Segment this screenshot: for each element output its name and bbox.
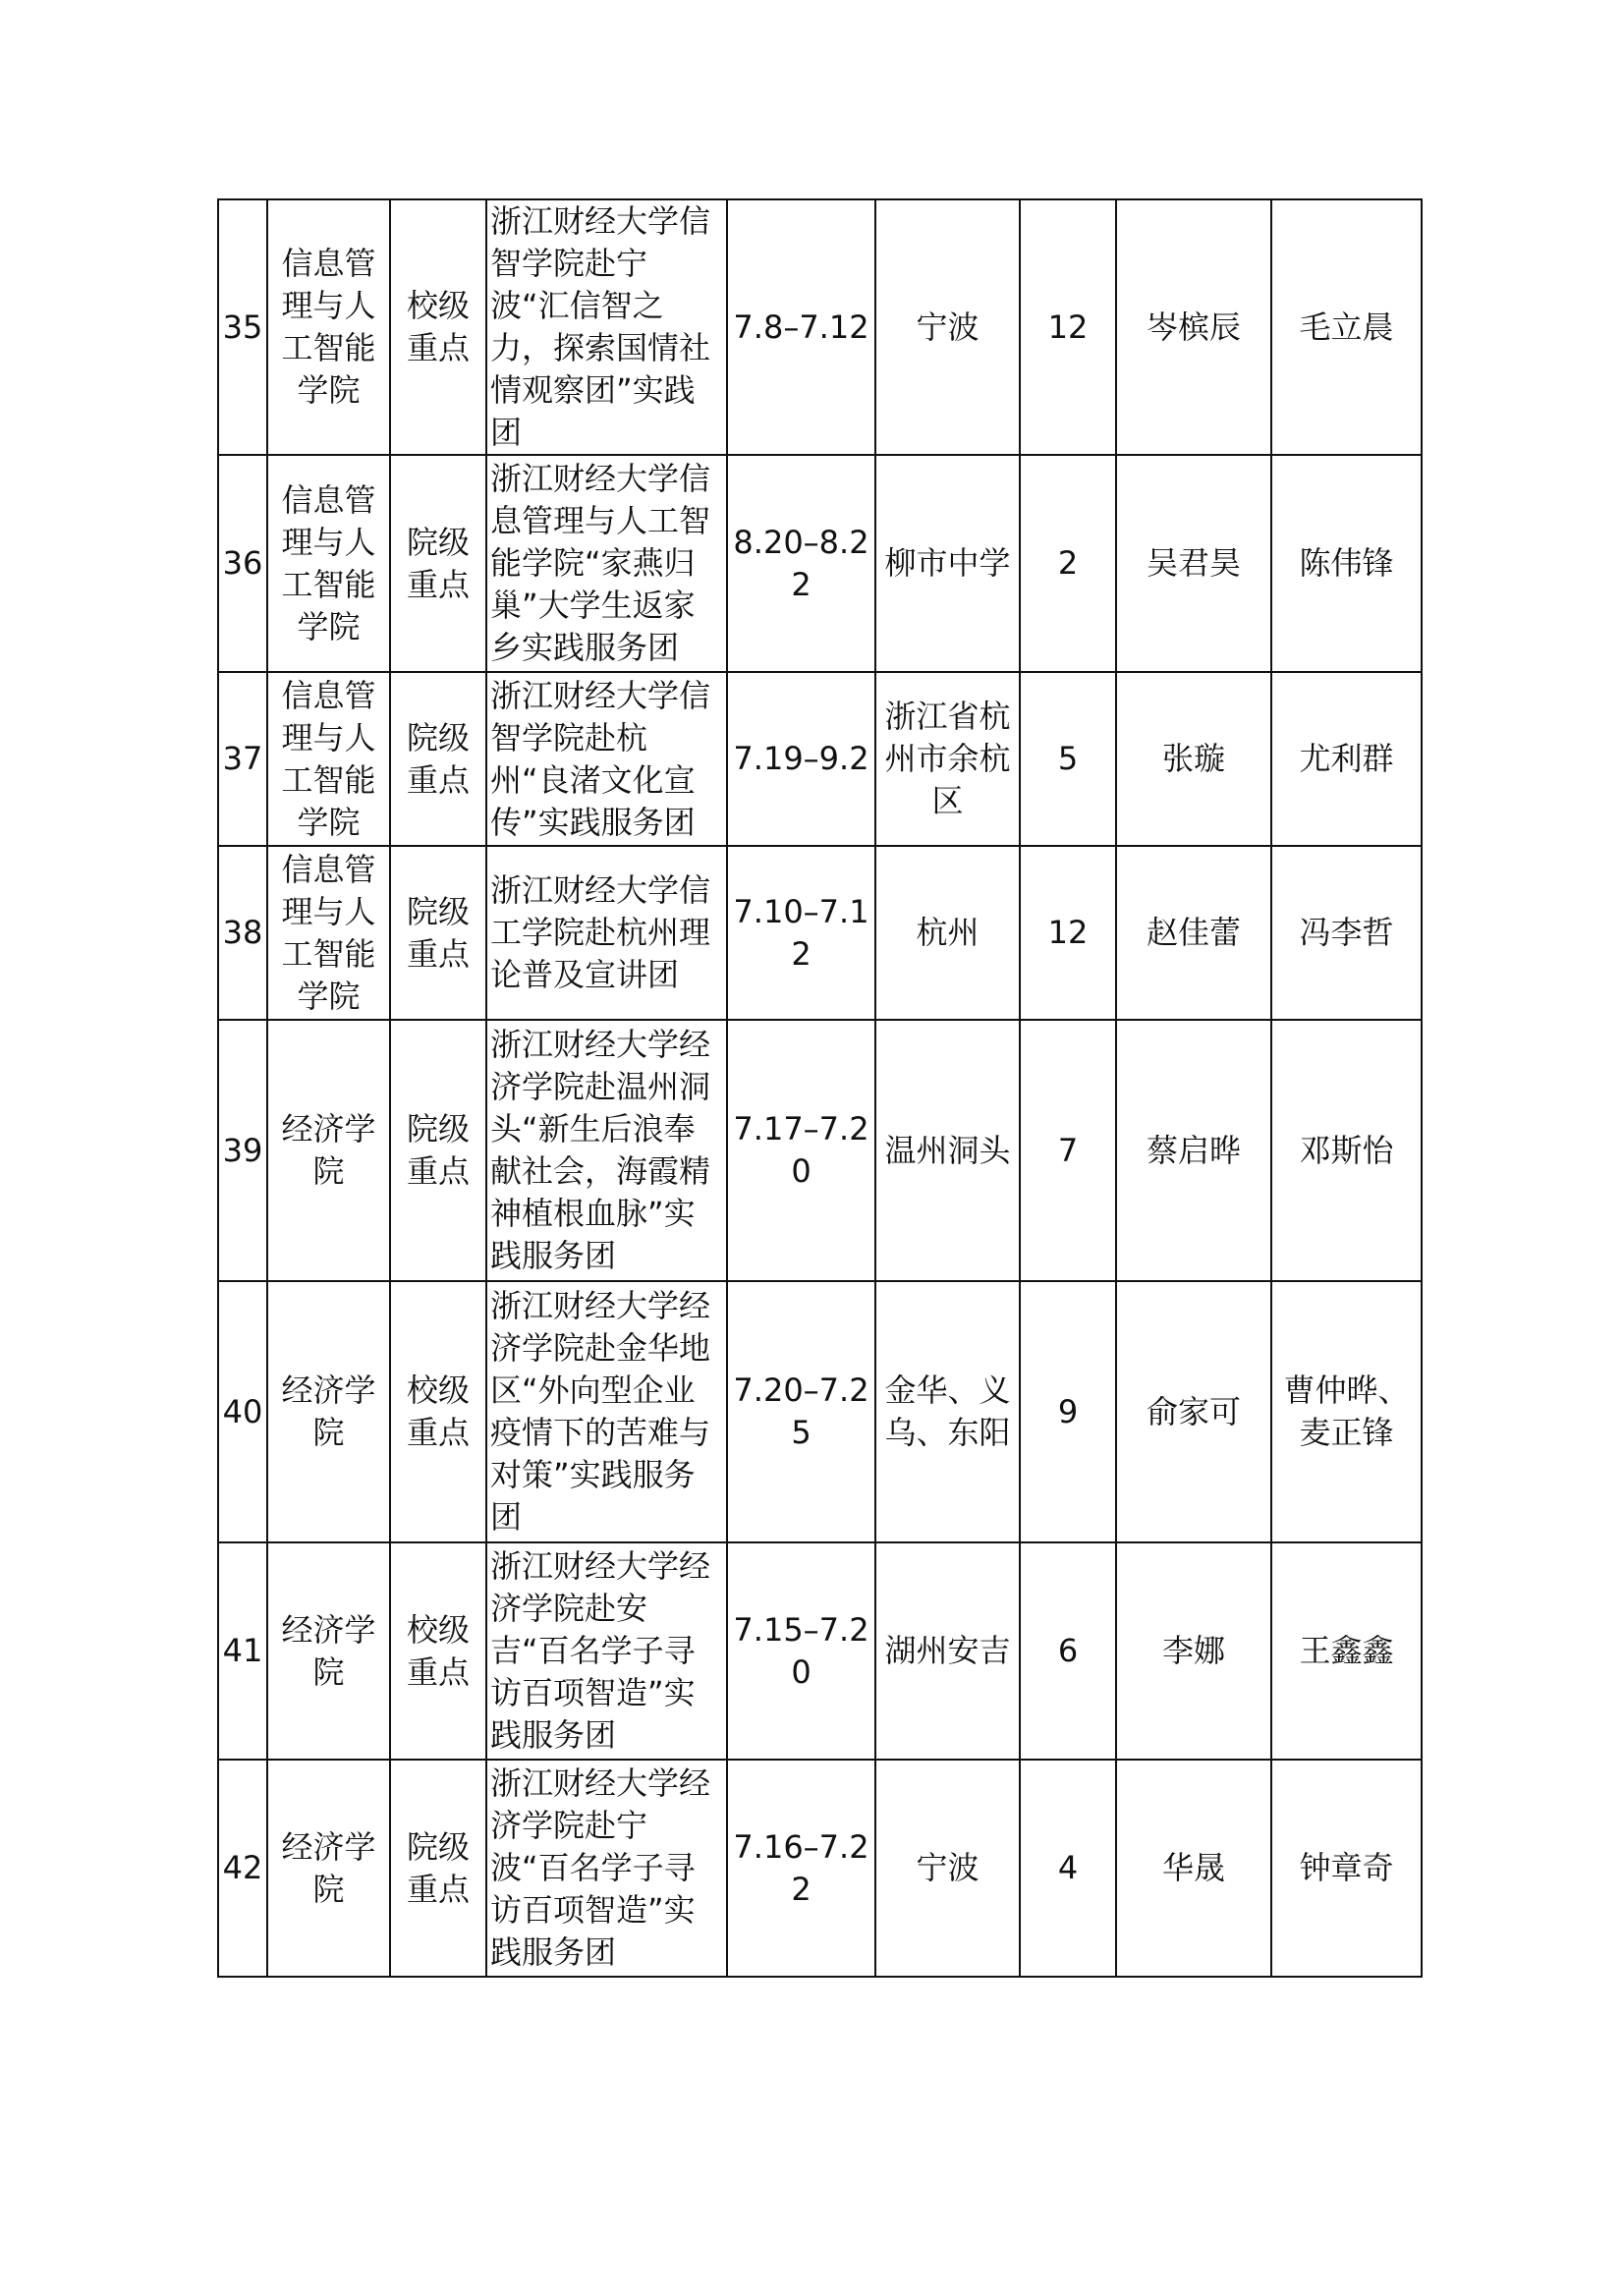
leader-cell: 吴君昊 — [1116, 455, 1271, 672]
row-number-cell: 42 — [218, 1760, 267, 1977]
dates-cell: 7.17–7.20 — [727, 1020, 875, 1281]
level-cell: 校级重点 — [390, 1542, 486, 1760]
college-cell: 经济学院 — [267, 1760, 390, 1977]
project-name-cell: 浙江财经大学经济学院赴安吉“百名学子寻访百项智造”实践服务团 — [486, 1542, 727, 1760]
college-cell: 信息管理与人工智能学院 — [267, 455, 390, 672]
teacher-cell: 邓斯怡 — [1271, 1020, 1422, 1281]
count-cell: 4 — [1020, 1760, 1116, 1977]
teacher-cell: 钟章奇 — [1271, 1760, 1422, 1977]
leader-cell: 蔡启晔 — [1116, 1020, 1271, 1281]
project-name-cell: 浙江财经大学经济学院赴温州洞头“新生后浪奉献社会，海霞精神植根血脉”实践服务团 — [486, 1020, 727, 1281]
project-name-cell: 浙江财经大学经济学院赴宁波“百名学子寻访百项智造”实践服务团 — [486, 1760, 727, 1977]
dates-cell: 7.20–7.25 — [727, 1281, 875, 1542]
project-table — [217, 198, 1423, 1978]
leader-cell: 岑槟辰 — [1116, 199, 1271, 455]
table-row — [218, 672, 1422, 846]
dates-cell: 8.20–8.22 — [727, 455, 875, 672]
place-cell: 浙江省杭州市余杭区 — [875, 672, 1020, 846]
level-cell: 院级重点 — [390, 1760, 486, 1977]
project-name-cell: 浙江财经大学信智学院赴宁波“汇信智之力，探索国情社情观察团”实践团 — [486, 199, 727, 455]
teacher-cell: 王鑫鑫 — [1271, 1542, 1422, 1760]
dates-cell: 7.15–7.20 — [727, 1542, 875, 1760]
table-row — [218, 1542, 1422, 1760]
leader-cell: 俞家可 — [1116, 1281, 1271, 1542]
dates-cell: 7.19–9.2 — [727, 672, 875, 846]
project-name-cell: 浙江财经大学信智学院赴杭州“良渚文化宣传”实践服务团 — [486, 672, 727, 846]
table-row — [218, 199, 1422, 455]
place-cell: 湖州安吉 — [875, 1542, 1020, 1760]
place-cell: 金华、义乌、东阳 — [875, 1281, 1020, 1542]
dates-cell: 7.16–7.22 — [727, 1760, 875, 1977]
college-cell: 信息管理与人工智能学院 — [267, 199, 390, 455]
count-cell: 7 — [1020, 1020, 1116, 1281]
count-cell: 12 — [1020, 846, 1116, 1020]
leader-cell: 赵佳蕾 — [1116, 846, 1271, 1020]
level-cell: 院级重点 — [390, 1020, 486, 1281]
teacher-cell: 陈伟锋 — [1271, 455, 1422, 672]
college-cell: 经济学院 — [267, 1542, 390, 1760]
table-row — [218, 1020, 1422, 1281]
place-cell: 宁波 — [875, 1760, 1020, 1977]
dates-cell: 7.8–7.12 — [727, 199, 875, 455]
table-row — [218, 1281, 1422, 1542]
place-cell: 宁波 — [875, 199, 1020, 455]
dates-cell: 7.10–7.12 — [727, 846, 875, 1020]
place-cell: 杭州 — [875, 846, 1020, 1020]
college-cell: 信息管理与人工智能学院 — [267, 846, 390, 1020]
table-row — [218, 1760, 1422, 1977]
college-cell: 经济学院 — [267, 1281, 390, 1542]
leader-cell: 张璇 — [1116, 672, 1271, 846]
project-name-cell: 浙江财经大学经济学院赴金华地区“外向型企业疫情下的苦难与对策”实践服务团 — [486, 1281, 727, 1542]
count-cell: 5 — [1020, 672, 1116, 846]
teacher-cell: 尤利群 — [1271, 672, 1422, 846]
count-cell: 9 — [1020, 1281, 1116, 1542]
row-number-cell: 37 — [218, 672, 267, 846]
level-cell: 校级重点 — [390, 199, 486, 455]
teacher-cell: 毛立晨 — [1271, 199, 1422, 455]
count-cell: 12 — [1020, 199, 1116, 455]
project-name-cell: 浙江财经大学信息管理与人工智能学院“家燕归巢”大学生返家乡实践服务团 — [486, 455, 727, 672]
college-cell: 经济学院 — [267, 1020, 390, 1281]
level-cell: 院级重点 — [390, 846, 486, 1020]
row-number-cell: 39 — [218, 1020, 267, 1281]
row-number-cell: 41 — [218, 1542, 267, 1760]
teacher-cell: 曹仲晔、麦正锋 — [1271, 1281, 1422, 1542]
count-cell: 2 — [1020, 455, 1116, 672]
place-cell: 柳市中学 — [875, 455, 1020, 672]
place-cell: 温州洞头 — [875, 1020, 1020, 1281]
level-cell: 院级重点 — [390, 455, 486, 672]
level-cell: 院级重点 — [390, 672, 486, 846]
row-number-cell: 35 — [218, 199, 267, 455]
count-cell: 6 — [1020, 1542, 1116, 1760]
row-number-cell: 40 — [218, 1281, 267, 1542]
table-row — [218, 846, 1422, 1020]
leader-cell: 华晟 — [1116, 1760, 1271, 1977]
table-row — [218, 455, 1422, 672]
level-cell: 校级重点 — [390, 1281, 486, 1542]
row-number-cell: 38 — [218, 846, 267, 1020]
project-name-cell: 浙江财经大学信工学院赴杭州理论普及宣讲团 — [486, 846, 727, 1020]
leader-cell: 李娜 — [1116, 1542, 1271, 1760]
teacher-cell: 冯李哲 — [1271, 846, 1422, 1020]
row-number-cell: 36 — [218, 455, 267, 672]
college-cell: 信息管理与人工智能学院 — [267, 672, 390, 846]
